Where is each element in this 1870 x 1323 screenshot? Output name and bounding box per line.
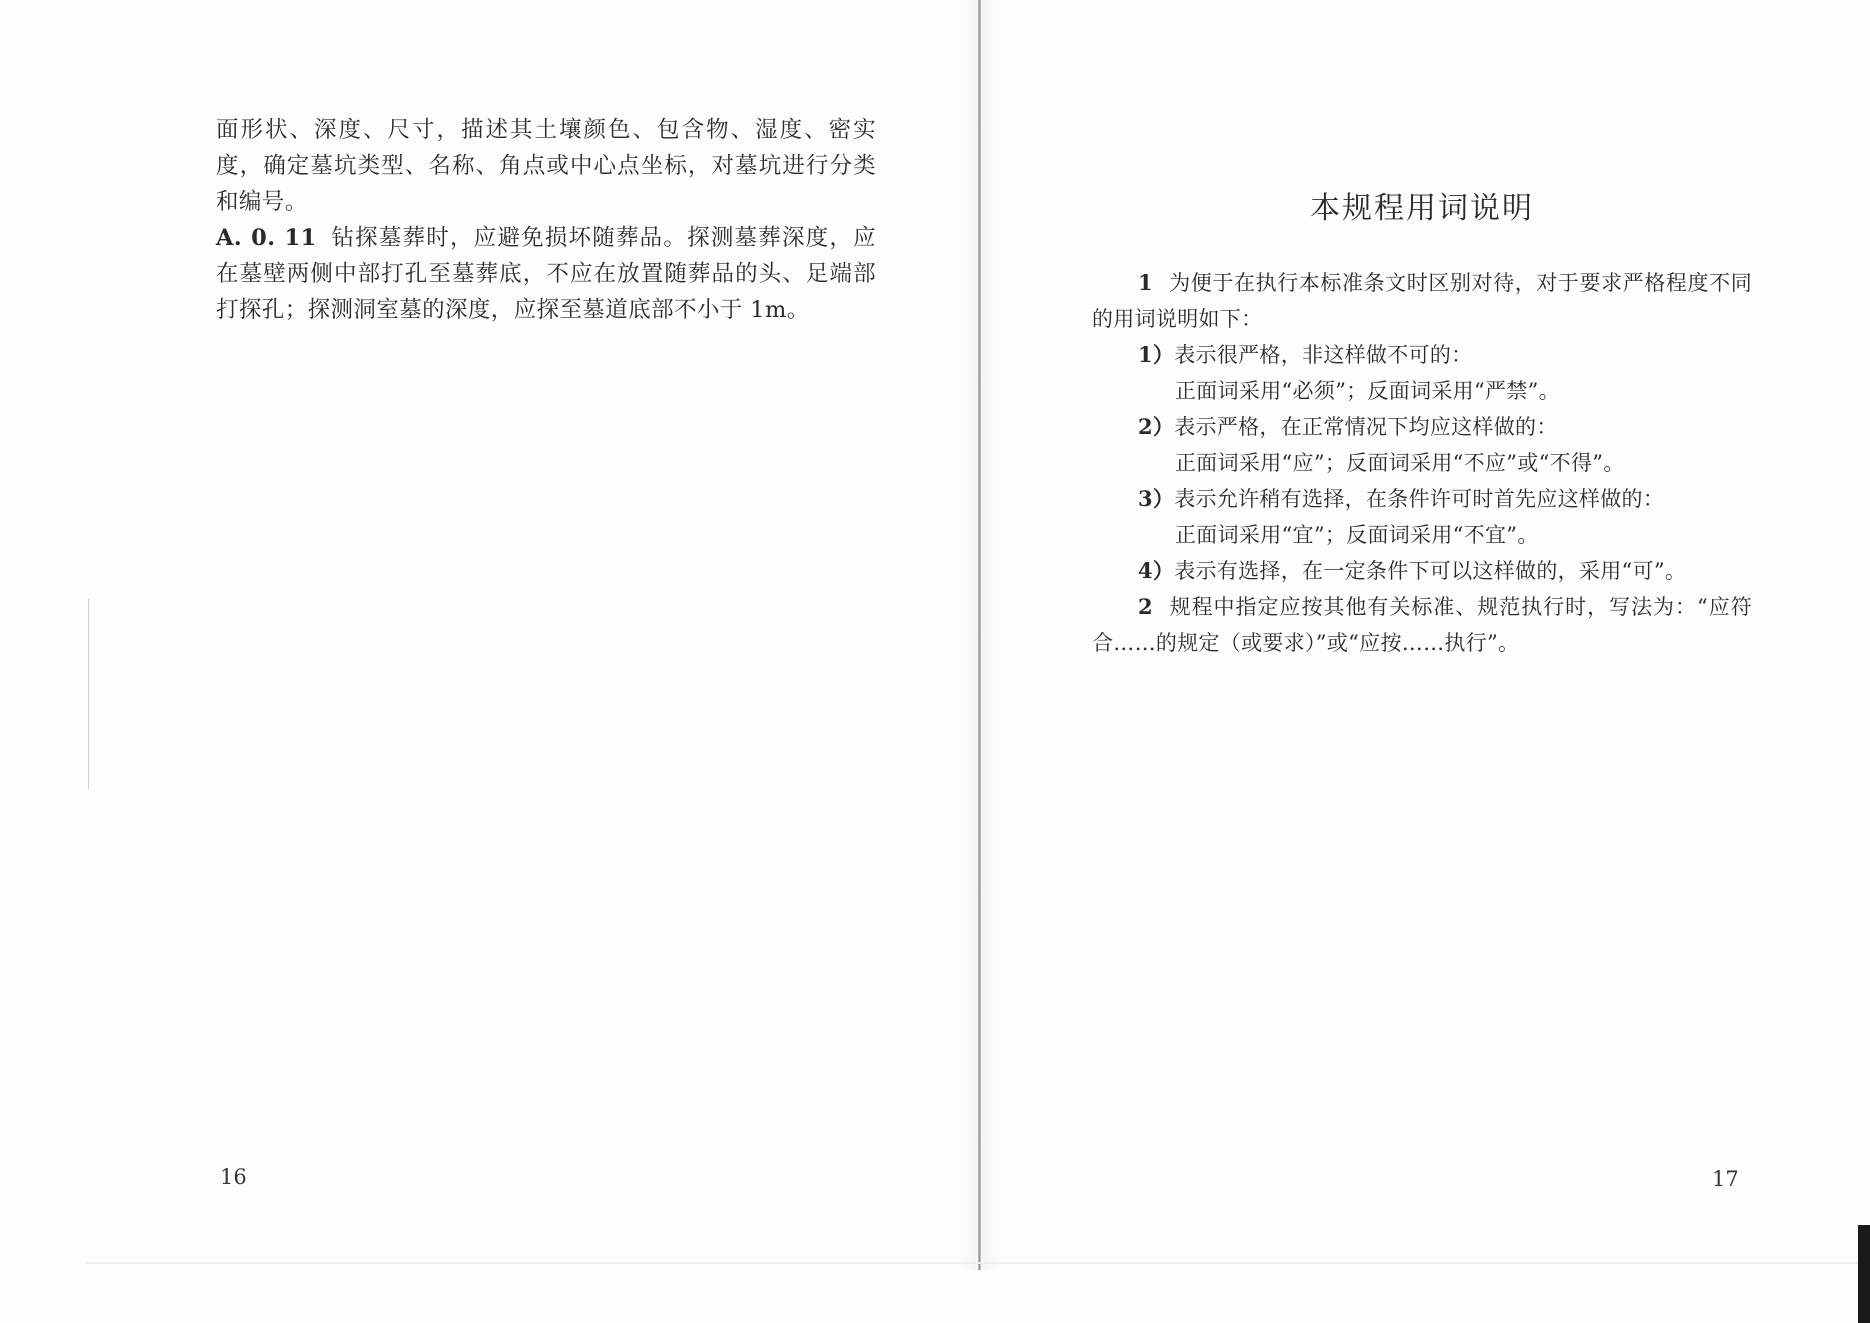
sub-item-3 (1092, 481, 1752, 517)
sub-item-1-text: 表示很严格，非这样做不可的： (1174, 343, 1473, 367)
left-page-text (216, 112, 876, 328)
section-title: 本规程用词说明 (1310, 191, 1534, 226)
item-1 (1092, 265, 1752, 337)
page-number-right: 17 (1712, 1167, 1739, 1191)
clause-text: 钻探墓葬时，应避免损坏随葬品。探测墓葬深度，应在墓壁两侧中部打孔至墓葬底，不应在放置随葬品的头、足端部打探孔；探测洞室墓的深度，应探至墓道底部不小于 1m。 (216, 225, 876, 323)
book-gutter (978, 0, 981, 1270)
sub-item-1-detail: 正面词采用“必须”；反面词采用“严禁”。 (1175, 379, 1560, 403)
page-bottom-edge (85, 1262, 1865, 1264)
continued-paragraph: 面形状、深度、尺寸，描述其土壤颜色、包含物、湿度、密实度，确定墓坑类型、名称、角点或中心点坐标，对墓坑进行分类和编号。 (216, 117, 876, 215)
right-page-text (1092, 265, 1752, 661)
item-2-text: 规程中指定应按其他有关标准、规范执行时，写法为：“应符合……的规定（或要求）”或“应按……执行”。 (1092, 595, 1752, 655)
sub-item-1-number: 1） (1138, 342, 1175, 367)
clause-number: A. 0. 11 (216, 225, 317, 251)
sub-item-4-text: 表示有选择，在一定条件下可以这样做的，采用“可”。 (1174, 559, 1687, 583)
sub-item-3-number: 3） (1138, 486, 1175, 511)
sub-item-2-number: 2） (1138, 414, 1175, 439)
sub-item-4-number: 4） (1138, 558, 1175, 583)
clause-a-0-11 (216, 220, 876, 328)
item-2 (1092, 589, 1752, 661)
page-number-left: 16 (220, 1165, 247, 1189)
scan-edge (1858, 1225, 1870, 1323)
sub-item-2-detail: 正面词采用“应”；反面词采用“不应”或“不得”。 (1175, 451, 1625, 475)
sub-item-1 (1092, 337, 1752, 373)
sub-item-2 (1092, 409, 1752, 445)
sub-item-3-text: 表示允许稍有选择，在条件许可时首先应这样做的： (1174, 487, 1665, 511)
item-1-text: 为便于在执行本标准条文时区别对待，对于要求严格程度不同的用词说明如下： (1092, 271, 1752, 331)
scan-mark (88, 599, 99, 791)
sub-item-4 (1092, 553, 1752, 589)
sub-item-3-detail: 正面词采用“宜”；反面词采用“不宜”。 (1175, 523, 1539, 547)
sub-item-2-text: 表示严格，在正常情况下均应这样做的： (1174, 415, 1558, 439)
item-1-number: 1 (1138, 270, 1153, 295)
item-2-number: 2 (1138, 594, 1153, 619)
